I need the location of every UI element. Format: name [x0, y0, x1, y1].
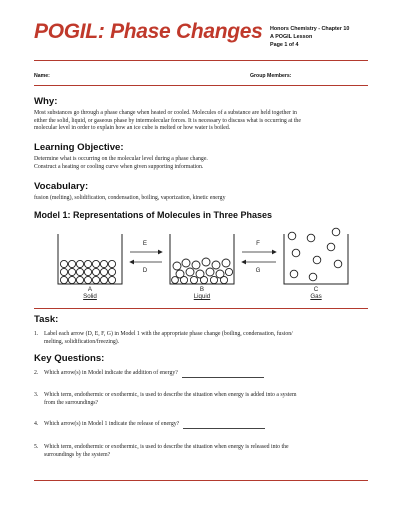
arrow-e-label: E — [142, 240, 148, 247]
page-title: POGIL: Phase Changes — [34, 20, 263, 43]
name-field-label: Name: — [34, 73, 50, 79]
beaker-liquid — [170, 234, 234, 284]
model-heading: Model 1: Representations of Molecules in Three Phases — [34, 210, 273, 220]
model-divider — [34, 308, 368, 309]
beaker-b-caption: B Liquid — [193, 286, 211, 300]
task-heading: Task: — [34, 314, 59, 325]
objective-text: Determine what is occurring on the molecular level during a phase change. Construct a heating or cooling curve when given supporting information. — [34, 156, 208, 170]
gas-molecules — [288, 228, 342, 281]
lesson-label: A POGIL Lesson — [270, 34, 313, 40]
answer-blank-2[interactable] — [182, 372, 264, 378]
vocabulary-heading: Vocabulary: — [34, 181, 89, 192]
beaker-solid — [58, 234, 122, 284]
arrow-g-label: G — [255, 267, 261, 274]
arrow-f-label: F — [256, 240, 260, 247]
beaker-gas — [284, 228, 348, 284]
group-members-label: Group Members: — [250, 73, 292, 79]
task-item-1: 1. Label each arrow (D, E, F, G) in Model 1 with the appropriate phase change (boiling, condensation, fusion/ melting, solidification/freezing). — [34, 331, 293, 345]
question-3: 3. Which term, endothermic or exothermic, is used to describe the situation when energy is added into a system from the surroundings? — [34, 392, 297, 406]
why-paragraph: Most substances go through a phase change when heated or cooled. Molecules of a substance are held together in either the solid, liquid, or gaseous phase by intermolecular forces. It is necessary to discuss what is occurring at the molecular level in order to explain how an ice cube is melted or how water is boiled. — [34, 110, 301, 132]
beaker-c-caption: C Gas — [310, 286, 322, 300]
solid-molecules — [60, 260, 115, 283]
why-heading: Why: — [34, 96, 58, 107]
course-label: Honors Chemistry - Chapter 10 — [270, 26, 350, 32]
question-2: 2. Which arrow(s) in Model indicate the addition of energy? — [34, 370, 368, 379]
liquid-molecules — [172, 258, 233, 284]
arrow-d-label: D — [142, 267, 148, 274]
page-number: Page 1 of 4 — [270, 42, 299, 48]
question-5: 5. Which term, endothermic or exothermic, is used to describe the situation when energy is released into the surroundings by the system? — [34, 444, 289, 458]
header-divider — [34, 60, 368, 61]
form-divider — [34, 85, 368, 86]
key-questions-heading: Key Questions: — [34, 353, 105, 364]
answer-blank-4[interactable] — [183, 423, 265, 429]
objective-heading: Learning Objective: — [34, 142, 124, 153]
beaker-a-caption: A Solid — [83, 286, 97, 300]
vocabulary-text: fusion (melting), solidification, condensation, boiling, vaporization, kinetic energy — [34, 195, 226, 201]
question-4: 4. Which arrow(s) in Model 1 indicate the release of energy? — [34, 421, 368, 430]
footer-divider — [34, 480, 368, 481]
